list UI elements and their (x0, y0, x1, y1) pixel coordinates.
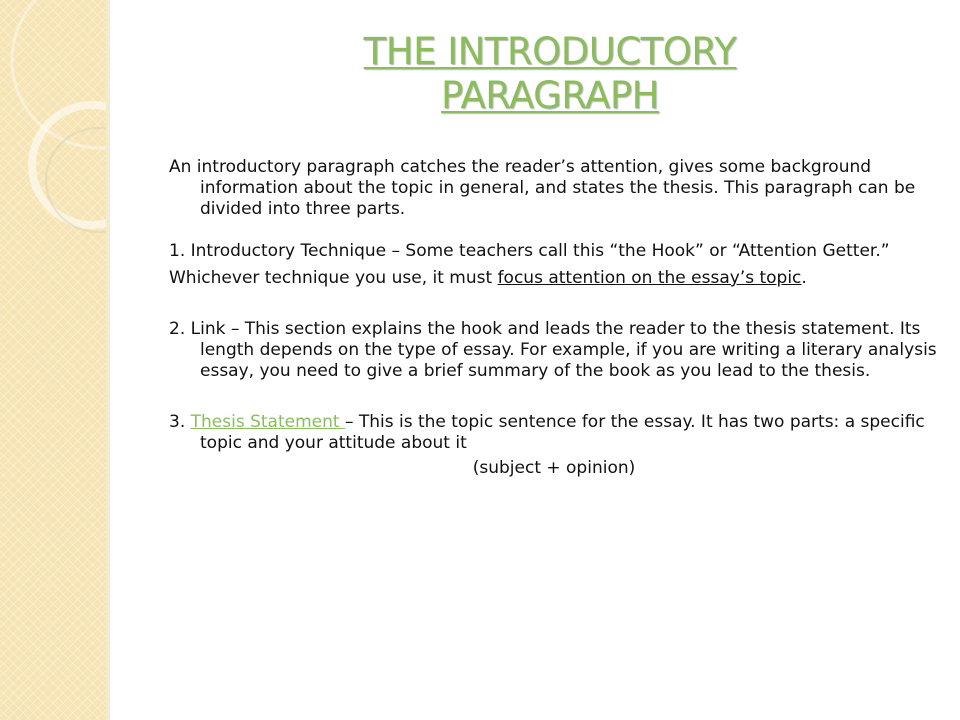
slide-body (169, 157, 939, 479)
point-1-followup (169, 268, 939, 289)
ring-large (32, 105, 106, 225)
title-line-2: PARAGRAPH (441, 74, 659, 117)
thesis-statement-link[interactable]: Thesis Statement (190, 412, 345, 432)
formula-line: (subject + opinion) (472, 458, 636, 478)
decorative-rings (0, 0, 106, 720)
title-line-1: THE INTRODUCTORY (363, 30, 737, 73)
followup-underlined: focus attention on the essay’s topic (497, 268, 802, 288)
point-1-hook: 1. Introductory Technique – Some teachers call this “the Hook” or “Attention Getter.” (169, 241, 890, 261)
ring-outer (12, 0, 106, 148)
slide-title (170, 30, 930, 118)
followup-text: Whichever technique you use, it must (169, 268, 498, 288)
followup-period: . (801, 268, 807, 288)
decorative-sidebar (0, 0, 108, 720)
sidebar-edge (106, 0, 110, 720)
point-2-link: 2. Link – This section explains the hook and leads the reader to the thesis statement. Its length depends on the type of essay. For example, if you are writing a literary analysis essay, you need to give a brief summary of the book as you lead to the thesis. (169, 319, 937, 381)
point-3-thesis (169, 412, 939, 454)
point-3-number: 3. (169, 412, 191, 432)
point-3-text: – This is the topic sentence for the essay. It has two parts: a specific topic and your attitude about it (200, 412, 925, 453)
intro-paragraph: An introductory paragraph catches the reader’s attention, gives some background information about the topic in general, and states the thesis. This paragraph can be divided into three parts. (169, 157, 916, 219)
